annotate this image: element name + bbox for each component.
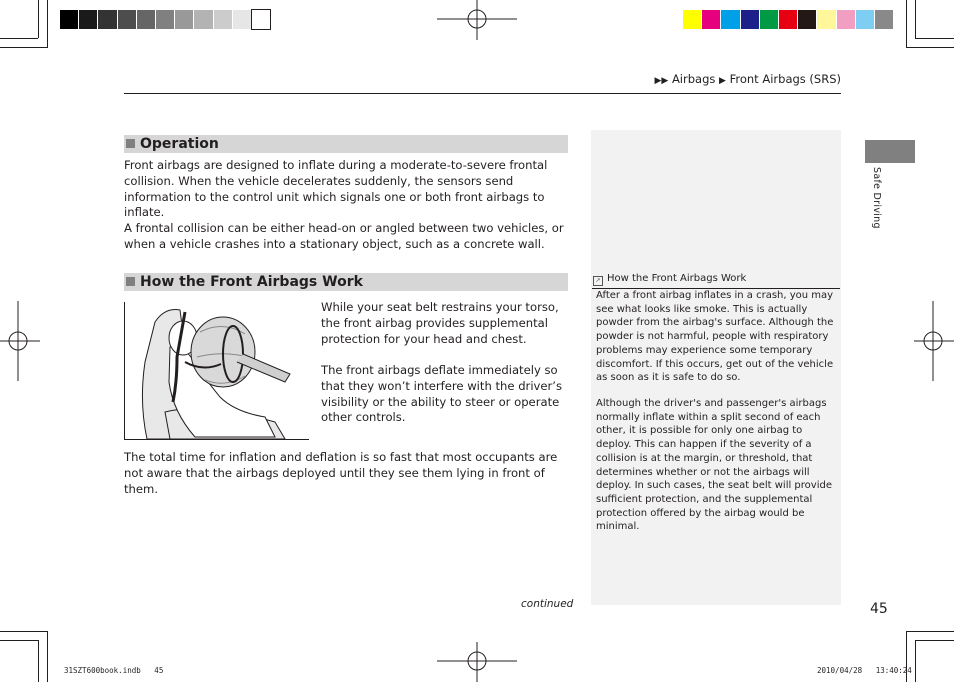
calibration-swatch (233, 10, 251, 29)
section-heading-operation (124, 135, 568, 153)
operation-paragraph-1: Front airbags are designed to inflate during a moderate-to-severe frontal collision. When the vehicle decelerates suddenly, the sensors send information to the control unit which signals one or both front airbags to inflate. (124, 158, 548, 220)
note-icon: ↗ (593, 276, 603, 286)
calibration-swatch (798, 10, 816, 29)
breadcrumb-level1[interactable]: Airbags (671, 72, 716, 86)
square-bullet-icon (126, 139, 135, 148)
calibration-swatch (194, 10, 212, 29)
calibration-swatch (817, 10, 835, 29)
calibration-swatch (252, 10, 270, 29)
footer-file-info: 31SZT600book.indb 45 (64, 666, 164, 675)
registration-mark-top (437, 0, 517, 44)
square-bullet-icon (126, 277, 135, 286)
footer-timestamp: 2010/04/28 13:40:24 (817, 666, 912, 675)
calibration-swatch (175, 10, 193, 29)
sidebar-paragraph-2: Although the driver's and passenger's airbags normally inflate within a split second of each other, it is possible for only one airbag to deploy. This can happen if the severity of a collision is at the margin, or threshold, that determines whether or not the airbags will deploy. In such cases, the seat belt will provide sufficient protection, and the supplemental protection offered by the airbag would be minimal. (596, 398, 832, 533)
calibration-swatch (79, 10, 97, 29)
calibration-swatch (156, 10, 174, 29)
continued-label: continued (521, 598, 574, 610)
calibration-swatch (721, 10, 739, 29)
chapter-tab[interactable] (865, 140, 915, 163)
header-rule (124, 93, 841, 94)
section-heading-text: How the Front Airbags Work (140, 274, 363, 290)
calibration-swatch (60, 10, 78, 29)
calibration-swatch (875, 10, 893, 29)
calibration-swatch (98, 10, 116, 29)
registration-mark-bottom (437, 640, 517, 682)
calibration-swatch (741, 10, 759, 29)
breadcrumb (654, 72, 841, 86)
section-heading-text: Operation (140, 136, 219, 152)
calibration-swatch (760, 10, 778, 29)
registration-mark-right (914, 301, 954, 381)
how-work-paragraph-1: While your seat belt restrains your torso, the front airbag provides supplemental protection for your head and chest. (321, 300, 559, 346)
calibration-swatch (856, 10, 874, 29)
double-arrow-icon: ▶▶ (654, 76, 669, 86)
calibration-swatch (137, 10, 155, 29)
calibration-swatch (779, 10, 797, 29)
sidebar-heading (592, 272, 840, 289)
chapter-tab-label: Safe Driving (871, 167, 882, 229)
how-work-paragraph-3: The total time for inflation and deflation is so fast that most occupants are not aware that the airbags deployed until they see them lying in front of them. (124, 450, 558, 496)
breadcrumb-level2[interactable]: Front Airbags (SRS) (729, 72, 841, 86)
section-heading-how-airbags-work (124, 273, 568, 291)
arrow-icon: ▶ (719, 76, 726, 86)
how-work-paragraph-2: The front airbags deflate immediately so that they won’t interfere with the driver’s visibility or the ability to steer or operate other controls. (321, 363, 563, 425)
calibration-swatch (118, 10, 136, 29)
calibration-swatch (214, 10, 232, 29)
sidebar-paragraph-1: After a front airbag inflates in a crash, you may see what looks like smoke. This is actually powder from the airbag's surface. Although the powder is not harmful, people with respiratory problems may experience some temporary discomfort. If this occurs, get out of the vehicle as soon as it is safe to do so. (596, 290, 834, 384)
page-number: 45 (870, 601, 888, 617)
operation-paragraph-2: A frontal collision can be either head-on or angled between two vehicles, or when a vehicle crashes into a stationary object, such as a concrete wall. (124, 221, 564, 251)
calibration-swatch (702, 10, 720, 29)
registration-mark-left (0, 301, 40, 381)
calibration-swatch (837, 10, 855, 29)
sidebar-heading-text: How the Front Airbags Work (607, 273, 747, 284)
airbag-deployment-illustration (124, 302, 309, 440)
calibration-swatch (683, 10, 701, 29)
